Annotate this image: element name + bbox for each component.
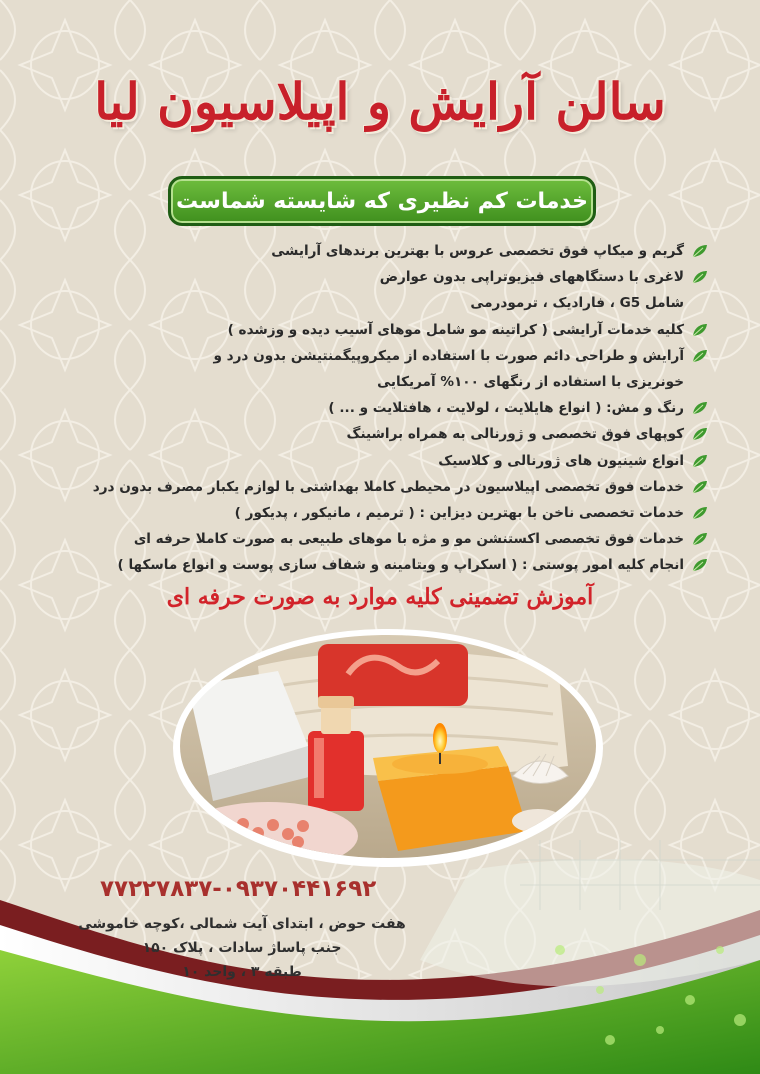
service-item: لاغری با دستگاههای فیزیوتراپی بدون عوارض [50, 264, 710, 290]
tagline-banner [168, 176, 596, 226]
service-item: خونریزی با استفاده از رنگهای ۱۰۰% آمریکایی [377, 373, 684, 390]
leaf-icon [692, 270, 708, 284]
service-item: کوپهای فوق تخصصی و ژورنالی به همراه براشینگ [50, 421, 710, 447]
leaf-icon [692, 401, 708, 415]
leaf-icon [692, 558, 708, 572]
services-list [50, 238, 710, 578]
leaf-icon [692, 532, 708, 546]
service-item: خدمات تخصصی ناخن با بهترین دیزاین : ( ترمیم ، مانیکور ، پدیکور ) [50, 500, 710, 526]
tagline-text: خدمات کم نظیری که شایسته شماست [176, 188, 588, 214]
spa-photo [168, 626, 608, 876]
training-headline: آموزش تضمینی کلیه موارد به صورت حرفه ای [166, 584, 594, 610]
service-item: آرایش و طراحی دائم صورت با استفاده از میکروپیگمنتیشن بدون درد و [50, 343, 710, 369]
service-item: شامل G5 ، فارادیک ، ترمودرمی [470, 295, 684, 312]
address-line: هفت حوض ، ابتدای آیت شمالی ،کوچه خاموشی [78, 916, 406, 932]
address-line: جنب پاساژ سادات ، پلاک ۱۵۰ [142, 940, 342, 956]
leaf-icon [692, 506, 708, 520]
leaf-icon [692, 480, 708, 494]
leaf-icon [692, 454, 708, 468]
phone-numbers: ۷۷۲۲۷۸۳۷-۰۹۳۷۰۴۴۱۶۹۲ [100, 876, 377, 902]
service-item: انواع شینیون های ژورنالی و کلاسیک [50, 448, 710, 474]
salon-title: سالن آرایش و اپیلاسیون لیا [94, 72, 666, 131]
service-item: گریم و میکاپ فوق تخصصی عروس با بهترین برندهای آرایشی [50, 238, 710, 264]
leaf-icon [692, 349, 708, 363]
service-item: کلیه خدمات آرایشی ( کراتینه مو شامل موهای آسیب دیده و وزشده ) [50, 317, 710, 343]
leaf-icon [692, 427, 708, 441]
address-block [72, 912, 412, 984]
service-item: انجام کلیه امور پوستی : ( اسکراپ و ویتامینه و شفاف سازی پوست و انواع ماسکها ) [50, 552, 710, 578]
service-item: خدمات فوق تخصصی اکستنشن مو و مژه با موهای طبیعی به صورت کاملا حرفه ای [50, 526, 710, 552]
address-line: طبقه ۳ ، واحد ۱۰ [182, 964, 302, 980]
leaf-icon [692, 244, 708, 258]
service-item: رنگ و مش: ( انواع هایلایت ، لولایت ، هافتلایت و ... ) [50, 395, 710, 421]
leaf-icon [692, 323, 708, 337]
service-item: خدمات فوق تخصصی اپیلاسیون در محیطی کاملا بهداشتی با لوازم یکبار مصرف بدون درد [50, 474, 710, 500]
